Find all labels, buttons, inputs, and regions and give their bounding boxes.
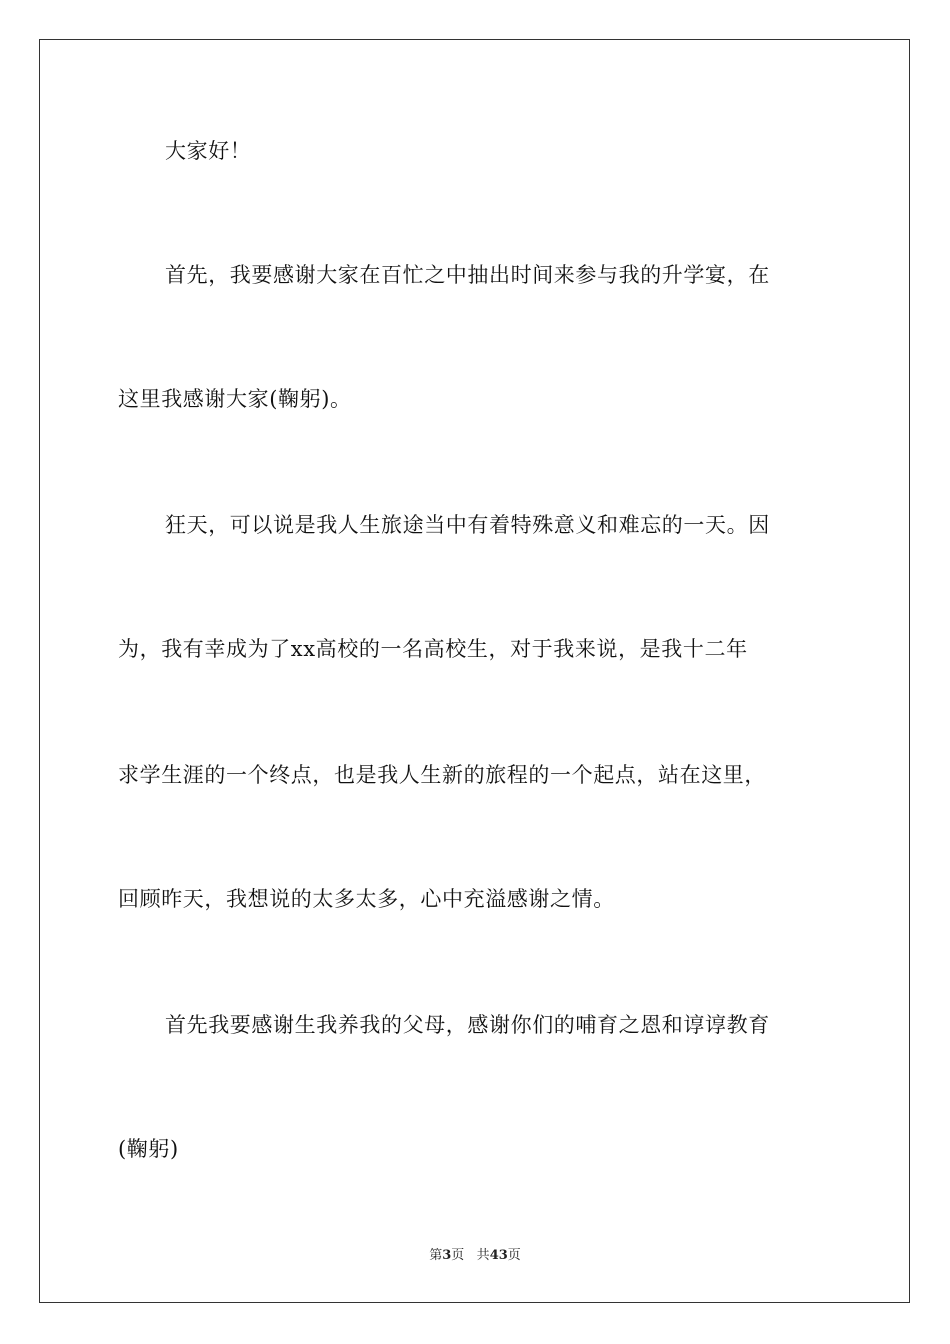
page-footer (0, 1248, 950, 1264)
page-frame (39, 39, 910, 1303)
page-suffix: 页 (451, 1248, 465, 1263)
paragraph-2-line-3: 求学生涯的一个终点，也是我人生新的旅程的一个起点，站在这里， (118, 763, 766, 787)
paragraph-1-line-1: 首先，我要感谢大家在百忙之中抽出时间来参与我的升学宴，在 (165, 263, 770, 287)
current-page-number: 3 (442, 1248, 452, 1263)
paragraph-3-line-2: (鞠躬) (118, 1137, 179, 1161)
paragraph-2-line-1: 狂天，可以说是我人生旅途当中有着特殊意义和难忘的一天。因 (165, 513, 770, 537)
total-prefix: 共 (476, 1248, 490, 1263)
paragraph-2-line-4: 回顾昨天，我想说的太多太多，心中充溢感谢之情。 (118, 887, 615, 911)
paragraph-3-line-1: 首先我要感谢生我养我的父母，感谢你们的哺育之恩和谆谆教育 (165, 1013, 770, 1037)
paragraph-1-line-2: 这里我感谢大家(鞠躬)。 (118, 387, 352, 411)
paragraph-2-line-2: 为，我有幸成为了xx高校的一名高校生，对于我来说，是我十二年 (118, 637, 748, 661)
page-prefix: 第 (429, 1248, 443, 1263)
total-pages-number: 43 (489, 1248, 508, 1263)
greeting-line: 大家好！ (165, 139, 252, 163)
total-suffix: 页 (507, 1248, 521, 1263)
